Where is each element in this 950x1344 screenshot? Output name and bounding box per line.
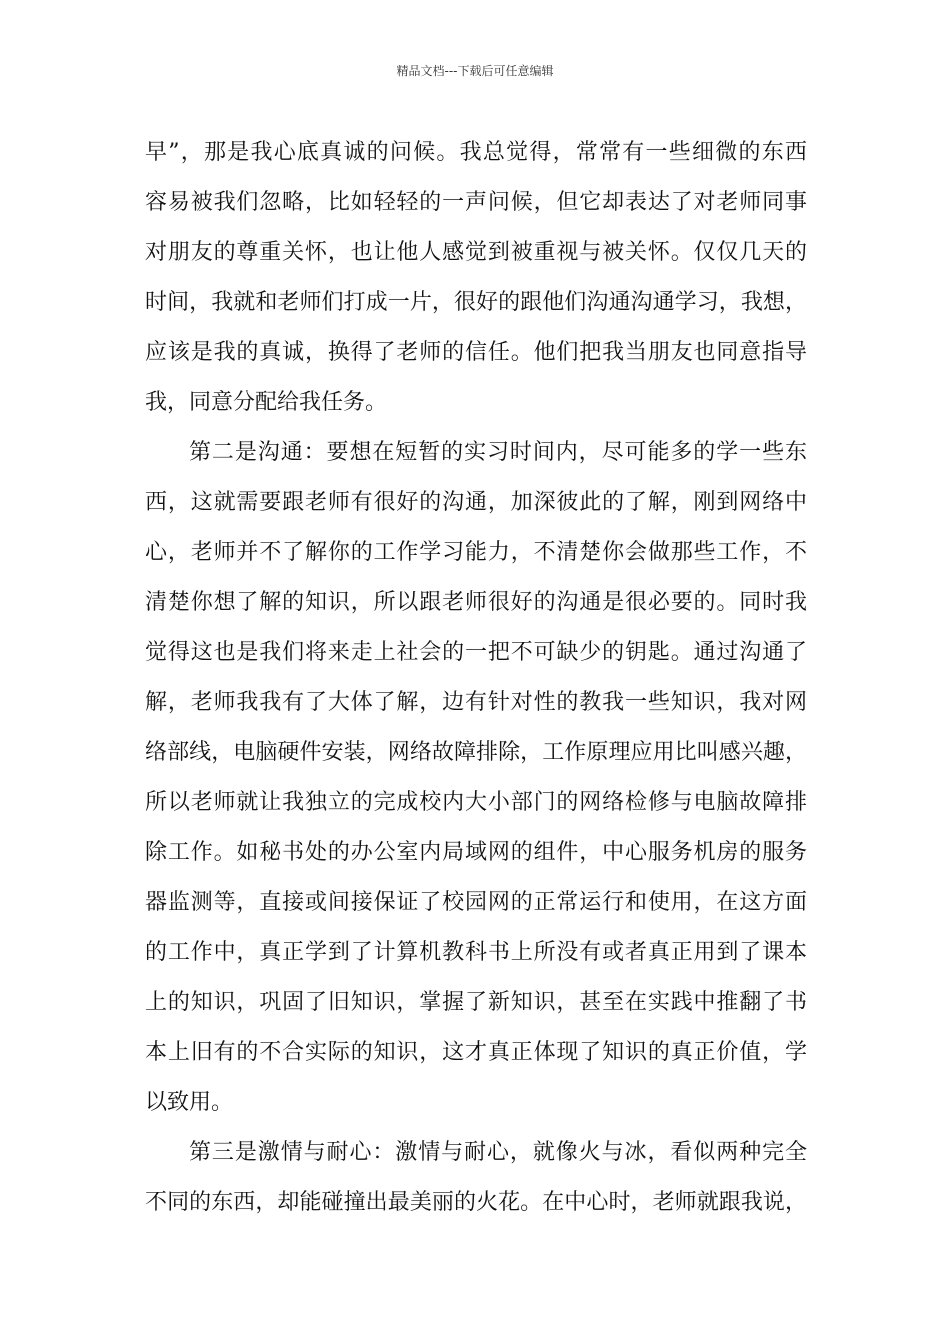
text-line-1: 早”，那是我心底真诚的问候。我总觉得，常常有一些细微的东西	[145, 140, 807, 165]
text-line-2: 容易被我们忽略，比如轻轻的一声问候，但它却表达了对老师同事	[145, 190, 807, 215]
text-line-15: 除工作。如秘书处的办公室内局域网的组件，中心服务机房的服务	[145, 840, 807, 865]
text-line-10: 清楚你想了解的知识，所以跟老师很好的沟通是很必要的。同时我	[145, 590, 807, 615]
text-line-16: 器监测等，直接或间接保证了校园网的正常运行和使用，在这方面	[145, 890, 807, 915]
text-line-12: 解，老师我我有了大体了解，边有针对性的教我一些知识，我对网	[145, 690, 807, 715]
text-line-13: 络部线，电脑硬件安装，网络故障排除，工作原理应用比叫感兴趣，	[145, 740, 807, 765]
text-line-3: 对朋友的尊重关怀，也让他人感觉到被重视与被关怀。仅仅几天的	[145, 240, 807, 265]
text-line-19: 本上旧有的不合实际的知识，这才真正体现了知识的真正价值，学	[145, 1040, 807, 1065]
document-body	[145, 128, 807, 1228]
paragraph-start-passion: 第三是激情与耐心：激情与耐心，就像火与冰，看似两种完全	[189, 1140, 807, 1165]
text-line-4: 时间，我就和老师们打成一片，很好的跟他们沟通沟通学习，我想，	[145, 290, 807, 315]
page-header-watermark: 精品文档---下载后可任意编辑	[396, 64, 554, 78]
text-line-18: 上的知识，巩固了旧知识，掌握了新知识，甚至在实践中推翻了书	[145, 990, 807, 1015]
paragraph-start-communication: 第二是沟通：要想在短暂的实习时间内，尽可能多的学一些东	[189, 440, 807, 465]
text-line-22: 不同的东西，却能碰撞出最美丽的火花。在中心时，老师就跟我说，	[145, 1190, 807, 1215]
text-line-20: 以致用。	[145, 1090, 234, 1115]
text-line-14: 所以老师就让我独立的完成校内大小部门的网络检修与电脑故障排	[145, 790, 807, 815]
text-line-5: 应该是我的真诚，换得了老师的信任。他们把我当朋友也同意指导	[145, 340, 807, 365]
text-line-9: 心，老师并不了解你的工作学习能力，不清楚你会做那些工作，不	[145, 540, 807, 565]
text-line-6: 我，同意分配给我任务。	[145, 390, 388, 415]
text-line-8: 西，这就需要跟老师有很好的沟通，加深彼此的了解，刚到网络中	[145, 490, 807, 515]
text-line-17: 的工作中，真正学到了计算机教科书上所没有或者真正用到了课本	[145, 940, 807, 965]
text-line-11: 觉得这也是我们将来走上社会的一把不可缺少的钥匙。通过沟通了	[145, 640, 807, 665]
